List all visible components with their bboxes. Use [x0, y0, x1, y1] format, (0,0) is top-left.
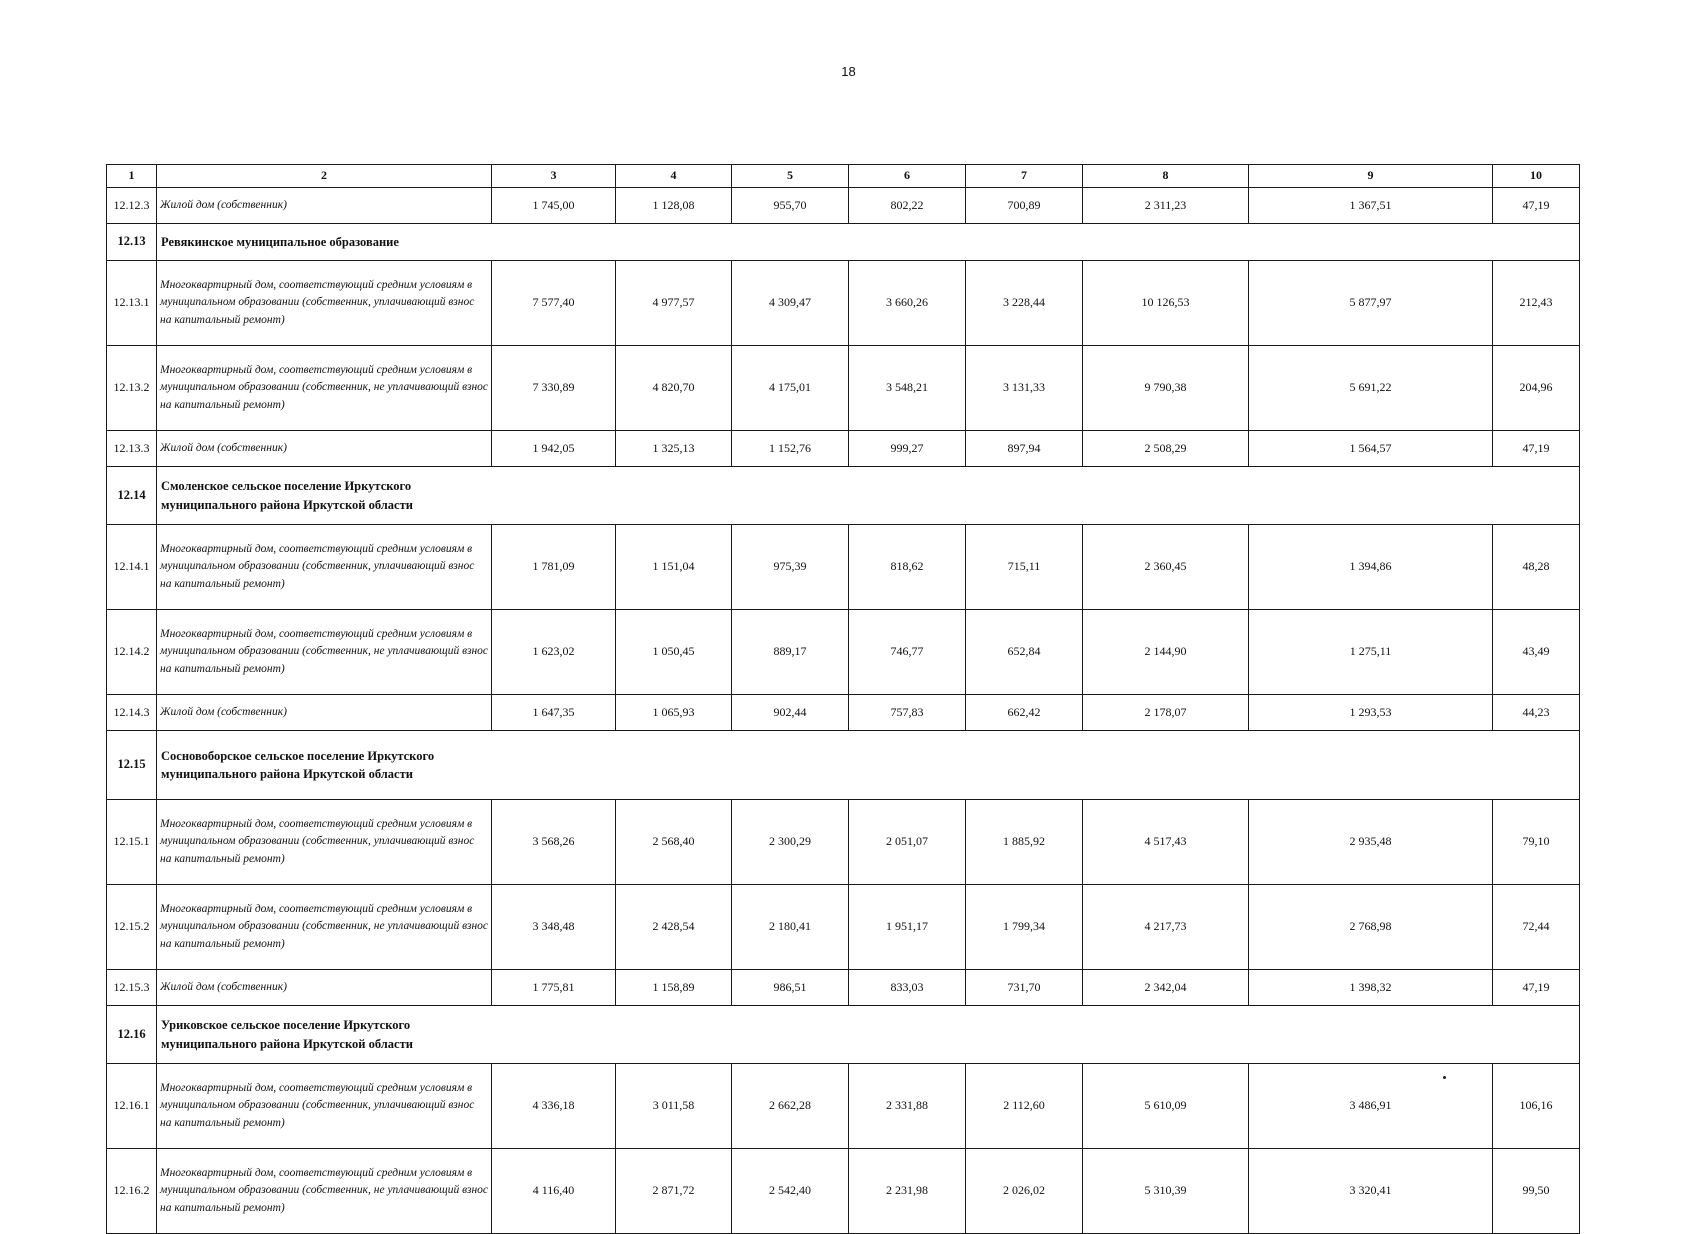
value-cell: 1 158,89: [616, 970, 732, 1006]
value-cell: 4 116,40: [492, 1149, 616, 1234]
header-cell: 10: [1493, 165, 1580, 188]
value-cell: 715,11: [966, 525, 1083, 610]
row-description: Многоквартирный дом, соответствующий средним условиям в муниципальном образовании (собственник, не уплачивающий взнос на капитальный ремонт): [157, 610, 492, 695]
value-cell: 2 026,02: [966, 1149, 1083, 1234]
section-code: 12.15: [107, 731, 157, 800]
value-cell: 7 330,89: [492, 346, 616, 431]
value-cell: 652,84: [966, 610, 1083, 695]
value-cell: 3 348,48: [492, 885, 616, 970]
section-name: [157, 467, 1580, 525]
value-cell: 955,70: [732, 188, 849, 224]
value-cell: 897,94: [966, 431, 1083, 467]
value-cell: 1 564,57: [1249, 431, 1493, 467]
row-code: 12.13.3: [107, 431, 157, 467]
value-cell: 4 820,70: [616, 346, 732, 431]
table-row: [107, 525, 1580, 610]
value-cell: 204,96: [1493, 346, 1580, 431]
value-cell: 3 568,26: [492, 800, 616, 885]
value-cell: 4 309,47: [732, 261, 849, 346]
table-row: [107, 970, 1580, 1006]
row-code: 12.15.3: [107, 970, 157, 1006]
value-cell: 1 325,13: [616, 431, 732, 467]
value-cell: 106,16: [1493, 1064, 1580, 1149]
value-cell: 1 799,34: [966, 885, 1083, 970]
table-row: [107, 188, 1580, 224]
row-code: 12.14.3: [107, 695, 157, 731]
value-cell: 4 217,73: [1083, 885, 1249, 970]
tariff-table: [106, 164, 1580, 1234]
value-cell: 833,03: [849, 970, 966, 1006]
header-cell: 3: [492, 165, 616, 188]
header-row: [107, 165, 1580, 188]
value-cell: 2 144,90: [1083, 610, 1249, 695]
section-name: Ревякинское муниципальное образование: [157, 224, 1580, 261]
value-cell: 2 542,40: [732, 1149, 849, 1234]
value-cell: 818,62: [849, 525, 966, 610]
value-cell: 2 662,28: [732, 1064, 849, 1149]
value-cell: 5 691,22: [1249, 346, 1493, 431]
value-cell: 7 577,40: [492, 261, 616, 346]
value-cell: 1 050,45: [616, 610, 732, 695]
value-cell: 2 871,72: [616, 1149, 732, 1234]
table-row: [107, 1064, 1580, 1149]
value-cell: 1 367,51: [1249, 188, 1493, 224]
section-name: [157, 1006, 1580, 1064]
value-cell: 1 152,76: [732, 431, 849, 467]
section-row: [107, 731, 1580, 800]
header-cell: 5: [732, 165, 849, 188]
value-cell: 2 360,45: [1083, 525, 1249, 610]
row-code: 12.13.1: [107, 261, 157, 346]
value-cell: 1 394,86: [1249, 525, 1493, 610]
value-cell: 79,10: [1493, 800, 1580, 885]
row-description: Многоквартирный дом, соответствующий средним условиям в муниципальном образовании (собственник, не уплачивающий взнос на капитальный ремонт): [157, 885, 492, 970]
value-cell: 2 112,60: [966, 1064, 1083, 1149]
value-cell: 2 342,04: [1083, 970, 1249, 1006]
value-cell: 2 331,88: [849, 1064, 966, 1149]
value-cell: 746,77: [849, 610, 966, 695]
value-cell: 1 951,17: [849, 885, 966, 970]
value-cell: 4 517,43: [1083, 800, 1249, 885]
value-cell: 4 336,18: [492, 1064, 616, 1149]
row-code: 12.13.2: [107, 346, 157, 431]
value-cell: 3 131,33: [966, 346, 1083, 431]
value-cell: 1 275,11: [1249, 610, 1493, 695]
value-cell: 2 568,40: [616, 800, 732, 885]
value-cell: 47,19: [1493, 970, 1580, 1006]
value-cell: 1 745,00: [492, 188, 616, 224]
value-cell: 99,50: [1493, 1149, 1580, 1234]
value-cell: 212,43: [1493, 261, 1580, 346]
section-name-text: Смоленское сельское поселение Иркутского муниципального района Иркутской области: [161, 479, 413, 512]
value-cell: 902,44: [732, 695, 849, 731]
header-cell: 8: [1083, 165, 1249, 188]
table-row: [107, 800, 1580, 885]
value-cell: 47,19: [1493, 431, 1580, 467]
value-cell: 986,51: [732, 970, 849, 1006]
value-cell: 889,17: [732, 610, 849, 695]
value-cell: 2 768,98: [1249, 885, 1493, 970]
value-cell: 3 548,21: [849, 346, 966, 431]
value-cell: 47,19: [1493, 188, 1580, 224]
value-cell: 731,70: [966, 970, 1083, 1006]
header-cell: 6: [849, 165, 966, 188]
row-code: 12.15.1: [107, 800, 157, 885]
table-row: [107, 346, 1580, 431]
value-cell: 5 610,09: [1083, 1064, 1249, 1149]
value-cell: 802,22: [849, 188, 966, 224]
value-cell: 2 051,07: [849, 800, 966, 885]
row-description: Многоквартирный дом, соответствующий средним условиям в муниципальном образовании (собственник, не уплачивающий взнос на капитальный ремонт): [157, 346, 492, 431]
row-description: Многоквартирный дом, соответствующий средним условиям в муниципальном образовании (собственник, уплачивающий взнос на капитальный ремонт): [157, 800, 492, 885]
row-description: Многоквартирный дом, соответствующий средним условиям в муниципальном образовании (собственник, не уплачивающий взнос на капитальный ремонт): [157, 1149, 492, 1234]
value-cell: 3 228,44: [966, 261, 1083, 346]
value-cell: 700,89: [966, 188, 1083, 224]
value-cell: 2 178,07: [1083, 695, 1249, 731]
value-cell: 1 647,35: [492, 695, 616, 731]
section-name: [157, 731, 1580, 800]
row-code: 12.16.1: [107, 1064, 157, 1149]
value-cell: 2 300,29: [732, 800, 849, 885]
section-row: [107, 224, 1580, 261]
value-cell: 4 175,01: [732, 346, 849, 431]
section-code: 12.14: [107, 467, 157, 525]
value-cell: 757,83: [849, 695, 966, 731]
row-code: 12.16.2: [107, 1149, 157, 1234]
page-number: 18: [841, 64, 856, 79]
header-cell: 7: [966, 165, 1083, 188]
row-code: 12.15.2: [107, 885, 157, 970]
value-cell: 1 781,09: [492, 525, 616, 610]
value-cell: 3 320,41: [1249, 1149, 1493, 1234]
value-cell: 43,49: [1493, 610, 1580, 695]
row-description: Многоквартирный дом, соответствующий средним условиям в муниципальном образовании (собственник, уплачивающий взнос на капитальный ремонт): [157, 261, 492, 346]
table-row: [107, 610, 1580, 695]
value-cell: 1 398,32: [1249, 970, 1493, 1006]
row-description: Многоквартирный дом, соответствующий средним условиям в муниципальном образовании (собственник, уплачивающий взнос на капитальный ремонт): [157, 525, 492, 610]
table-row: [107, 261, 1580, 346]
section-name-text: Сосновоборское сельское поселение Иркутского муниципального района Иркутской области: [161, 748, 435, 781]
row-code: 12.14.1: [107, 525, 157, 610]
value-cell: 5 310,39: [1083, 1149, 1249, 1234]
table-row: [107, 695, 1580, 731]
value-cell: 10 126,53: [1083, 261, 1249, 346]
row-code: 12.14.2: [107, 610, 157, 695]
row-description: Жилой дом (собственник): [157, 188, 492, 224]
section-row: [107, 1006, 1580, 1064]
value-cell: 3 011,58: [616, 1064, 732, 1149]
value-cell: 2 231,98: [849, 1149, 966, 1234]
value-cell: 1 942,05: [492, 431, 616, 467]
value-cell: 5 877,97: [1249, 261, 1493, 346]
header-cell: 9: [1249, 165, 1493, 188]
tariff-table-container: [106, 164, 1579, 1234]
value-cell: 2 311,23: [1083, 188, 1249, 224]
row-code: 12.12.3: [107, 188, 157, 224]
value-cell: 3 660,26: [849, 261, 966, 346]
value-cell: 72,44: [1493, 885, 1580, 970]
section-code: 12.16: [107, 1006, 157, 1064]
header-cell: 2: [157, 165, 492, 188]
value-cell: 999,27: [849, 431, 966, 467]
value-cell: 2 428,54: [616, 885, 732, 970]
section-name-text: Уриковское сельское поселение Иркутского муниципального района Иркутской области: [161, 1018, 413, 1051]
table-row: [107, 1149, 1580, 1234]
row-description: Многоквартирный дом, соответствующий средним условиям в муниципальном образовании (собственник, уплачивающий взнос на капитальный ремонт): [157, 1064, 492, 1149]
value-cell: 2 508,29: [1083, 431, 1249, 467]
value-cell: 1 128,08: [616, 188, 732, 224]
value-cell: 48,28: [1493, 525, 1580, 610]
value-cell: 9 790,38: [1083, 346, 1249, 431]
value-cell: 1 293,53: [1249, 695, 1493, 731]
header-cell: 4: [616, 165, 732, 188]
header-cell: 1: [107, 165, 157, 188]
row-description: Жилой дом (собственник): [157, 431, 492, 467]
value-cell: 2 935,48: [1249, 800, 1493, 885]
section-row: [107, 467, 1580, 525]
section-code: 12.13: [107, 224, 157, 261]
value-cell: 1 885,92: [966, 800, 1083, 885]
value-cell: 1 151,04: [616, 525, 732, 610]
value-cell: 1 623,02: [492, 610, 616, 695]
value-cell: 662,42: [966, 695, 1083, 731]
value-cell: 2 180,41: [732, 885, 849, 970]
value-cell: 3 486,91: [1249, 1064, 1493, 1149]
table-row: [107, 885, 1580, 970]
value-cell: 1 775,81: [492, 970, 616, 1006]
row-description: Жилой дом (собственник): [157, 695, 492, 731]
table-row: [107, 431, 1580, 467]
value-cell: 1 065,93: [616, 695, 732, 731]
row-description: Жилой дом (собственник): [157, 970, 492, 1006]
scan-speck: [1443, 1076, 1446, 1079]
value-cell: 4 977,57: [616, 261, 732, 346]
value-cell: 44,23: [1493, 695, 1580, 731]
value-cell: 975,39: [732, 525, 849, 610]
